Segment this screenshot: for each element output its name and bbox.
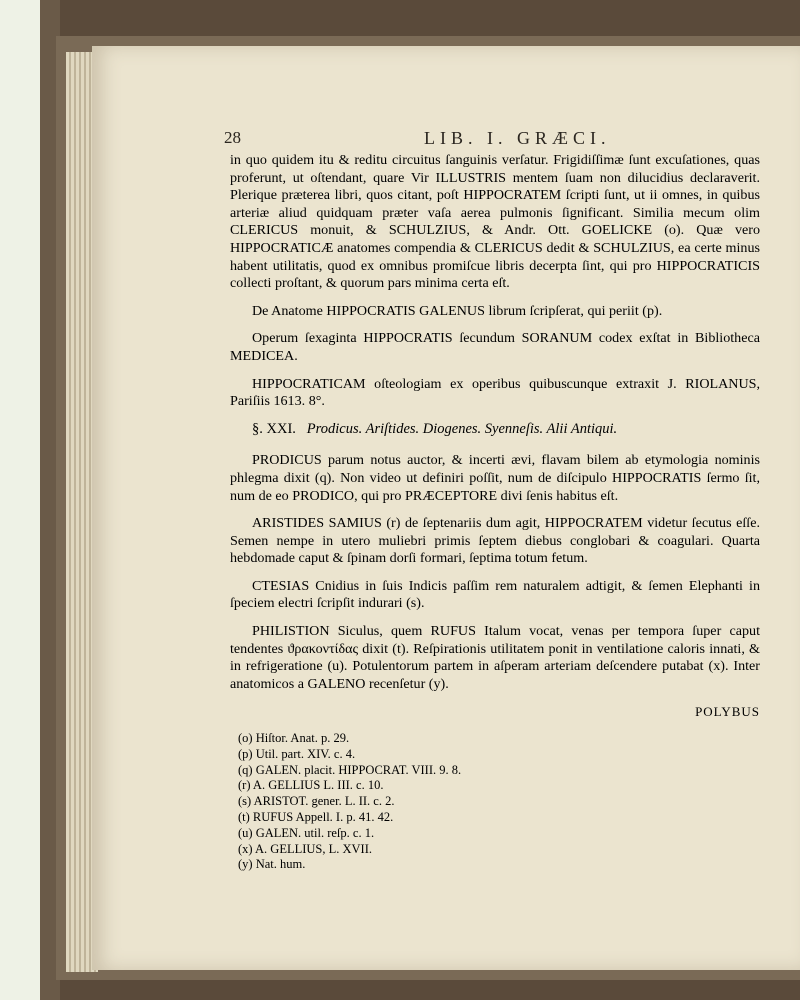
- footnote: (u) GALEN. util. reſp. c. 1.: [238, 825, 375, 840]
- running-title: LIB. I. GRÆCI.: [424, 128, 611, 148]
- catchword: POLYBUS: [695, 704, 760, 720]
- footnote: (x) A. GELLIUS, L. XVII.: [238, 841, 373, 856]
- footnote: (r) A. GELLIUS L. III. c. 10.: [238, 778, 384, 793]
- paragraph: De Anatome HIPPOCRATIS GALENUS librum ſcripſerat, qui periit (p).: [252, 302, 663, 319]
- footnote: (t) RUFUS Appell. I. p. 41. 42.: [238, 810, 394, 825]
- footnote: (o) Hiſtor. Anat. p. 29.: [238, 731, 350, 746]
- paragraph: in quo quidem itu & reditu circuitus ſanguinis verſatur. Frigidiſſimæ ſunt excuſationes, quas proferunt, ut oſtendant, quare Vir ILLUSTRIS mentem ſuam non dilucidius declaraverit. Plerique præterea libri, quos citant, poſt HIPPOCRATEM ſcripti ſunt, ut ii omnes, in quibus arteriæ aliud quidquam præter vaſa aerea pulmonis ſignificant. Similia mecum olim CLERICUS monuit, & SCHULZIUS, & Andr. Ott. GOELICKE (o). Quæ vero HIPPOCRATICÆ anatomes compendia & CLERICUS dedit & SCHULZIUS, ea certe minus habent utilitatis, quod ex omnibus promiſcue libris decerpta ſint, qui pro HIPPOCRATICIS collecti proſtant, & quorum pars minima certa eſt.: [230, 152, 760, 292]
- section-topics: Prodicus. Ariſtides. Diogenes. Syenneſis. Alii Antiqui.: [306, 420, 618, 437]
- page-number: 28: [224, 128, 241, 147]
- footnote: (p) Util. part. XIV. c. 4.: [238, 746, 356, 761]
- paragraph: ARISTIDES SAMIUS (r) de ſeptenariis dum agit, HIPPOCRATEM videtur ſecutus eſſe. Semen nempe in utero muliebri primis ſeptem diebus conglobari & coagulari. Quarta hebdomade caput & ſpinam dorſi formari, ſeptima totum fetum.: [230, 515, 760, 567]
- footnote: (y) Nat. hum.: [238, 857, 306, 872]
- section-number: §. XXI.: [252, 420, 296, 437]
- footnotes: [230, 731, 760, 873]
- paragraph: PRODICUS parum notus auctor, & incerti ævi, flavam bilem ab etymologia nominis phlegma dixit (q). Non video ut definiri poſſit, num de diſcipulo HIPPOCRATIS ſermo ſit, num de eo PRODICO, qui pro PRÆCEPTORE divi ſenis habitus eſt.: [230, 452, 760, 504]
- section-heading: [230, 421, 760, 439]
- page-body: [230, 152, 760, 873]
- paragraph: HIPPOCRATICAM oſteologiam ex operibus quibuscunque extraxit J. RIOLANUS, Pariſiis 1613. 8°.: [230, 375, 760, 410]
- paragraph: CTESIAS Cnidius in ſuis Indicis paſſim rem naturalem adtigit, & ſemen Elephanti in ſpeciem electri ſcripſit indurari (s).: [230, 577, 760, 612]
- paragraph: Operum ſexaginta HIPPOCRATIS ſecundum SORANUM codex exſtat in Bibliotheca MEDICEA.: [230, 330, 760, 364]
- footnote: (s) ARISTOT. gener. L. II. c. 2.: [238, 794, 395, 809]
- footnote: (q) GALEN. placit. HIPPOCRAT. VIII. 9. 8.: [238, 762, 462, 777]
- paragraph: PHILISTION Siculus, quem RUFUS Italum vocat, venas per tempora ſuper caput tendentes ϑρακοντίδας dixit (t). Reſpirationis utilitatem ponit in ventilatione caloris innati, & in refrigeratione (u). Potulentorum partem in aſperam arteriam deſcendere putabat (x). Inter anatomicos a GALENO recenſetur (y).: [230, 623, 760, 692]
